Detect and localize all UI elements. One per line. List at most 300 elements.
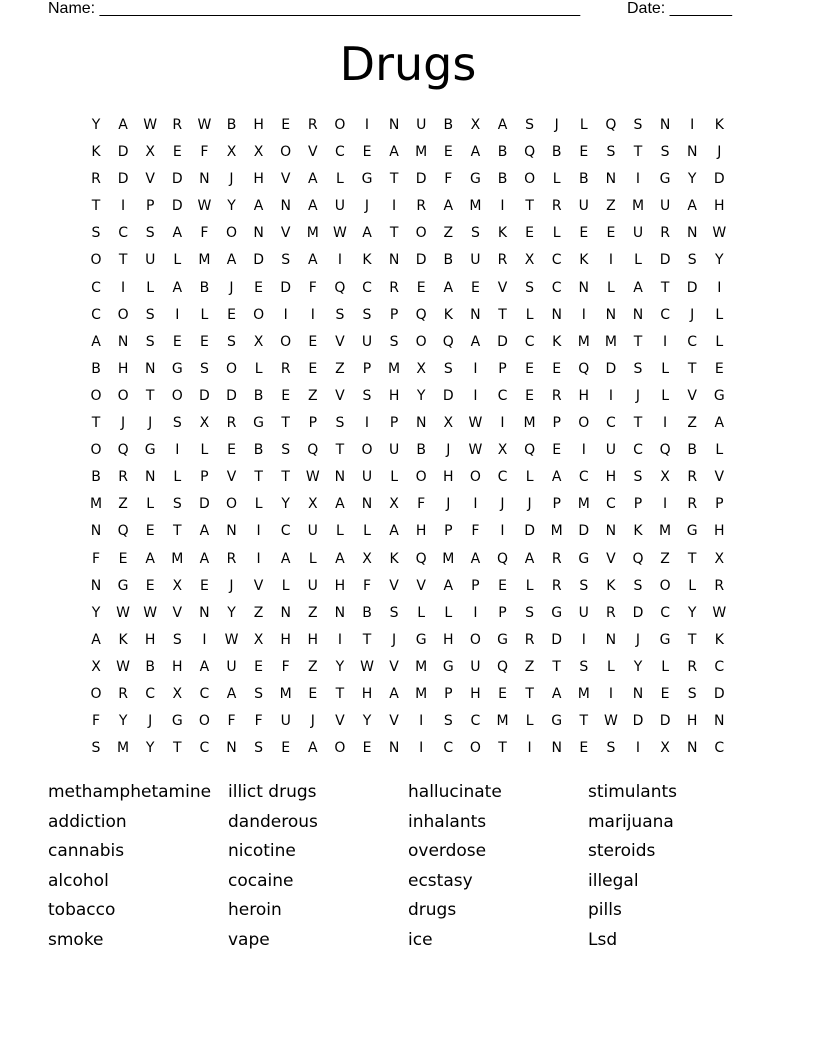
grid-letter: A xyxy=(280,550,291,567)
grid-letter: L xyxy=(173,469,182,486)
grid-letter: T xyxy=(552,658,561,675)
grid-letter: E xyxy=(579,740,589,757)
grid-letter: I xyxy=(256,523,261,540)
grid-letter: R xyxy=(280,360,291,377)
grid-letter: I xyxy=(608,252,613,269)
grid-letter: N xyxy=(632,306,644,323)
grid-letter: Q xyxy=(496,658,509,675)
grid-letter: X xyxy=(416,360,426,377)
word-bank-item: alcohol xyxy=(48,870,109,891)
grid-letter: L xyxy=(444,604,453,621)
grid-letter: V xyxy=(172,604,183,621)
grid-letter: N xyxy=(226,523,237,540)
grid-letter: S xyxy=(172,631,182,648)
grid-letter: N xyxy=(470,306,481,323)
grid-letter: P xyxy=(471,577,480,594)
grid-letter: O xyxy=(578,415,590,432)
grid-letter: D xyxy=(253,252,264,269)
grid-letter: E xyxy=(254,279,264,296)
grid-letter: E xyxy=(714,360,724,377)
grid-letter: H xyxy=(605,469,617,486)
grid-letter: L xyxy=(173,252,182,269)
grid-letter: P xyxy=(633,496,643,513)
grid-letter: H xyxy=(253,117,264,133)
grid-letter: N xyxy=(144,469,156,486)
grid-row xyxy=(85,114,737,141)
grid-letter: W xyxy=(143,117,158,133)
grid-letter: B xyxy=(91,469,101,486)
grid-letter: O xyxy=(90,685,102,702)
grid-letter: D xyxy=(442,387,454,404)
grid-letter: G xyxy=(469,171,481,188)
grid-letter: E xyxy=(199,577,209,594)
grid-letter: I xyxy=(527,740,532,757)
grid-letter: V xyxy=(389,713,399,730)
grid-letter: J xyxy=(717,144,722,161)
grid-letter: R xyxy=(118,685,128,702)
grid-letter: R xyxy=(226,550,237,567)
grid-letter: G xyxy=(713,387,725,404)
grid-letter: E xyxy=(416,279,426,296)
grid-letter: S xyxy=(199,360,209,377)
grid-letter: N xyxy=(199,604,210,621)
grid-letter: I xyxy=(635,171,641,188)
grid-letter: T xyxy=(389,225,399,242)
grid-letter: S xyxy=(633,469,643,486)
grid-row xyxy=(85,168,737,195)
grid-letter: L xyxy=(525,577,534,594)
grid-letter: I xyxy=(608,685,613,702)
grid-letter: C xyxy=(660,306,670,323)
grid-letter: Y xyxy=(416,387,426,404)
grid-letter: F xyxy=(281,658,290,675)
grid-letter: H xyxy=(253,171,264,188)
grid-letter: W xyxy=(116,604,131,621)
grid-letter: A xyxy=(687,198,697,215)
grid-letter: S xyxy=(687,252,697,269)
grid-letter: Q xyxy=(578,360,590,377)
grid-letter: S xyxy=(579,577,589,594)
grid-letter: I xyxy=(473,496,478,513)
grid-letter: O xyxy=(469,740,481,757)
grid-letter: D xyxy=(578,523,590,540)
grid-letter: L xyxy=(715,306,724,323)
grid-letter: H xyxy=(714,523,725,540)
grid-letter: W xyxy=(224,631,239,648)
grid-letter: R xyxy=(497,252,508,269)
grid-letter: F xyxy=(308,279,317,296)
grid-letter: C xyxy=(91,306,101,323)
grid-letter: H xyxy=(280,631,291,648)
grid-letter: O xyxy=(90,252,102,269)
grid-letter: M xyxy=(171,550,184,567)
grid-letter: A xyxy=(199,658,210,675)
grid-letter: Z xyxy=(308,658,318,675)
grid-letter: P xyxy=(444,523,453,540)
grid-letter: S xyxy=(633,360,643,377)
grid-letter: A xyxy=(226,685,237,702)
grid-letter: L xyxy=(606,658,615,675)
grid-letter: A xyxy=(145,550,155,567)
grid-letter: S xyxy=(91,225,101,242)
grid-letter: X xyxy=(524,252,535,269)
grid-letter: Q xyxy=(605,117,617,133)
grid-letter: C xyxy=(687,333,698,350)
grid-letter: H xyxy=(172,658,183,675)
grid-letter: N xyxy=(551,306,562,323)
grid-letter: T xyxy=(633,144,643,161)
grid-row xyxy=(85,575,737,602)
grid-letter: L xyxy=(715,333,724,350)
grid-letter: L xyxy=(661,658,669,675)
grid-letter: T xyxy=(91,198,101,215)
grid-letter: D xyxy=(632,604,644,621)
grid-letter: G xyxy=(253,415,265,432)
word-bank-item: nicotine xyxy=(228,841,296,862)
word-bank-item: ecstasy xyxy=(408,870,473,891)
grid-letter: R xyxy=(416,198,427,215)
grid-letter: L xyxy=(254,360,263,377)
word-bank-item: methamphetamine xyxy=(48,782,212,802)
grid-letter: R xyxy=(118,469,128,486)
grid-row xyxy=(85,683,737,710)
grid-letter: E xyxy=(227,306,236,323)
grid-letter: K xyxy=(714,631,724,648)
page-title: Drugs xyxy=(339,37,477,91)
grid-letter: K xyxy=(389,550,399,567)
grid-letter: Y xyxy=(362,713,372,730)
word-bank-item: marijuana xyxy=(588,811,674,832)
grid-letter: E xyxy=(118,550,128,567)
grid-letter: U xyxy=(416,117,427,133)
grid-letter: G xyxy=(659,171,671,188)
grid-letter: O xyxy=(198,713,210,730)
grid-letter: U xyxy=(226,658,237,675)
grid-letter: M xyxy=(415,685,428,702)
grid-letter: R xyxy=(389,279,399,296)
grid-letter: S xyxy=(525,604,535,621)
grid-letter: E xyxy=(199,333,209,350)
grid-letter: C xyxy=(524,333,535,350)
grid-letter: M xyxy=(279,685,292,702)
grid-letter: B xyxy=(578,171,589,188)
grid-letter: S xyxy=(254,740,264,757)
grid-letter: T xyxy=(173,523,182,540)
grid-letter: R xyxy=(551,577,562,594)
grid-letter: F xyxy=(91,550,101,567)
grid-letter: U xyxy=(280,713,291,730)
grid-letter: J xyxy=(527,496,532,513)
grid-letter: U xyxy=(659,198,671,215)
grid-letter: Q xyxy=(334,279,346,296)
grid-letter: E xyxy=(145,577,155,594)
grid-letter: S xyxy=(606,740,616,757)
grid-letter: J xyxy=(500,496,505,513)
grid-letter: A xyxy=(389,685,399,702)
grid-letter: H xyxy=(578,387,590,404)
grid-letter: T xyxy=(281,469,290,486)
grid-letter: N xyxy=(686,225,698,242)
grid-letter: B xyxy=(91,360,101,377)
grid-letter: G xyxy=(361,171,373,188)
grid-letter: X xyxy=(253,144,264,161)
grid-letter: J xyxy=(229,171,234,188)
grid-letter: N xyxy=(199,171,210,188)
grid-letter: Z xyxy=(606,198,616,215)
grid-letter: E xyxy=(281,740,291,757)
grid-letter: O xyxy=(415,225,427,242)
grid-row xyxy=(85,710,737,737)
grid-letter: K xyxy=(362,252,372,269)
grid-letter: F xyxy=(254,713,263,730)
grid-letter: W xyxy=(143,604,158,621)
grid-letter: E xyxy=(172,144,182,161)
grid-letter: S xyxy=(281,252,291,269)
grid-letter: Y xyxy=(91,117,101,133)
grid-letter: D xyxy=(551,631,563,648)
grid-letter: P xyxy=(715,496,724,513)
grid-letter: A xyxy=(308,198,318,215)
word-bank-item: pills xyxy=(588,900,622,921)
grid-letter: P xyxy=(444,685,453,702)
grid-letter: U xyxy=(578,198,589,215)
grid-letter: H xyxy=(415,523,427,540)
grid-letter: R xyxy=(606,604,616,621)
grid-letter: I xyxy=(337,252,342,269)
grid-letter: N xyxy=(686,740,698,757)
grid-letter: B xyxy=(443,252,454,269)
grid-letter: B xyxy=(416,442,426,459)
grid-letter: N xyxy=(551,740,562,757)
grid-letter: W xyxy=(712,225,727,242)
grid-letter: B xyxy=(443,117,454,133)
grid-letter: N xyxy=(388,117,400,133)
grid-letter: B xyxy=(145,658,155,675)
grid-letter: J xyxy=(148,713,153,730)
grid-letter: G xyxy=(117,577,129,594)
grid-letter: A xyxy=(443,577,454,594)
grid-letter: D xyxy=(659,713,671,730)
grid-letter: S xyxy=(525,117,535,133)
grid-letter: O xyxy=(334,117,346,133)
grid-letter: U xyxy=(470,252,481,269)
grid-letter: I xyxy=(337,631,342,648)
grid-letter: I xyxy=(392,198,397,215)
grid-letter: G xyxy=(442,658,454,675)
grid-letter: N xyxy=(605,631,617,648)
grid-letter: T xyxy=(389,171,399,188)
grid-letter: W xyxy=(197,117,212,133)
grid-letter: E xyxy=(362,144,372,161)
word-bank-item: overdose xyxy=(408,841,487,862)
grid-letter: F xyxy=(444,171,453,188)
grid-letter: J xyxy=(635,387,641,404)
grid-letter: J xyxy=(310,713,315,730)
grid-letter: I xyxy=(473,604,478,621)
grid-letter: C xyxy=(633,442,643,459)
word-bank-item: hallucinate xyxy=(408,782,502,802)
grid-letter: L xyxy=(525,306,534,323)
grid-letter: L xyxy=(525,713,534,730)
grid-letter: R xyxy=(687,658,698,675)
grid-letter: H xyxy=(443,631,454,648)
grid-letter: Z xyxy=(308,604,318,621)
grid-letter: Q xyxy=(117,442,129,459)
grid-row xyxy=(85,385,737,412)
grid-letter: W xyxy=(197,198,212,215)
grid-letter: A xyxy=(199,550,210,567)
grid-letter: G xyxy=(686,523,698,540)
grid-letter: C xyxy=(91,279,101,296)
grid-letter: S xyxy=(91,740,101,757)
grid-letter: N xyxy=(226,740,237,757)
grid-letter: K xyxy=(606,577,616,594)
word-bank-item: steroids xyxy=(588,841,656,862)
grid-letter: E xyxy=(308,360,318,377)
grid-letter: J xyxy=(635,631,641,648)
grid-letter: P xyxy=(498,604,507,621)
grid-letter: G xyxy=(497,631,508,648)
grid-letter: D xyxy=(117,171,129,188)
grid-letter: Z xyxy=(687,415,697,432)
grid-letter: N xyxy=(578,279,590,296)
grid-letter: K xyxy=(552,333,562,350)
grid-letter: W xyxy=(332,225,347,242)
grid-letter: D xyxy=(199,496,210,513)
grid-letter: C xyxy=(362,279,372,296)
grid-letter: Y xyxy=(145,740,155,757)
grid-letter: L xyxy=(606,279,615,296)
grid-letter: V xyxy=(280,225,291,242)
grid-letter: I xyxy=(473,360,478,377)
grid-letter: C xyxy=(199,685,210,702)
grid-letter: B xyxy=(253,442,264,459)
grid-letter: Z xyxy=(524,658,535,675)
grid-letter: J xyxy=(364,198,370,215)
grid-letter: X xyxy=(172,577,183,594)
grid-letter: W xyxy=(712,604,727,621)
grid-letter: S xyxy=(362,306,372,323)
grid-letter: O xyxy=(171,387,183,404)
grid-letter: W xyxy=(603,713,618,730)
grid-letter: Z xyxy=(660,550,670,567)
grid-letter: O xyxy=(225,225,238,242)
word-bank-item: cocaine xyxy=(228,870,294,891)
grid-letter: A xyxy=(443,279,454,296)
grid-letter: F xyxy=(471,523,480,540)
grid-letter: X xyxy=(714,550,725,567)
grid-letter: E xyxy=(660,685,670,702)
grid-letter: N xyxy=(280,604,291,621)
grid-letter: N xyxy=(605,171,617,188)
grid-letter: U xyxy=(605,442,617,459)
grid-letter: W xyxy=(305,469,320,486)
grid-letter: S xyxy=(335,415,345,432)
grid-letter: J xyxy=(554,117,559,133)
grid-letter: X xyxy=(91,658,101,675)
grid-letter: S xyxy=(362,387,372,404)
grid-letter: I xyxy=(283,306,288,323)
grid-letter: B xyxy=(199,279,210,296)
grid-letter: Q xyxy=(659,442,671,459)
grid-letter: T xyxy=(281,415,290,432)
grid-letter: I xyxy=(364,415,370,432)
grid-letter: N xyxy=(605,306,617,323)
grid-letter: O xyxy=(659,577,671,594)
grid-letter: O xyxy=(334,740,346,757)
grid-letter: T xyxy=(579,713,589,730)
grid-letter: L xyxy=(281,577,290,594)
grid-letter: Q xyxy=(415,550,427,567)
grid-letter: Q xyxy=(496,550,509,567)
grid-letter: C xyxy=(660,604,670,621)
grid-letter: O xyxy=(280,144,292,161)
grid-letter: Q xyxy=(442,333,454,350)
grid-letter: H xyxy=(470,685,481,702)
word-bank-item: inhalants xyxy=(408,811,487,832)
grid-letter: X xyxy=(172,685,183,702)
grid-letter: T xyxy=(118,252,128,269)
grid-letter: E xyxy=(552,360,562,377)
grid-row xyxy=(85,629,737,656)
grid-letter: E xyxy=(470,279,480,296)
grid-letter: E xyxy=(606,225,616,242)
grid-letter: I xyxy=(663,415,668,432)
grid-letter: S xyxy=(579,658,589,675)
grid-letter: C xyxy=(280,523,291,540)
grid-letter: Z xyxy=(118,496,128,513)
grid-letter: P xyxy=(308,415,318,432)
grid-letter: L xyxy=(688,577,697,594)
grid-letter: V xyxy=(226,469,237,486)
grid-letter: L xyxy=(552,171,561,188)
grid-letter: S xyxy=(172,496,182,513)
grid-row xyxy=(85,412,737,439)
grid-letter: Y xyxy=(118,713,128,730)
word-bank-item: cannabis xyxy=(48,841,125,862)
grid-letter: T xyxy=(525,198,534,215)
grid-letter: O xyxy=(225,360,238,377)
grid-letter: A xyxy=(470,144,481,161)
grid-letter: U xyxy=(334,198,346,215)
grid-letter: G xyxy=(144,442,156,459)
date-field-line: Date: _______ xyxy=(627,0,732,17)
grid-letter: B xyxy=(497,171,508,188)
grid-letter: V xyxy=(416,577,426,594)
grid-letter: R xyxy=(660,225,670,242)
grid-letter: I xyxy=(581,442,586,459)
grid-letter: I xyxy=(581,306,586,323)
grid-row xyxy=(85,304,737,331)
grid-letter: G xyxy=(171,713,183,730)
grid-row xyxy=(85,520,737,547)
grid-letter: I xyxy=(121,198,126,215)
grid-letter: M xyxy=(577,496,590,513)
grid-letter: I xyxy=(663,496,668,513)
grid-letter: N xyxy=(253,225,264,242)
grid-letter: S xyxy=(335,306,345,323)
word-bank xyxy=(48,779,768,959)
grid-letter: G xyxy=(551,713,563,730)
grid-letter: S xyxy=(389,333,399,350)
grid-letter: E xyxy=(281,387,291,404)
grid-letter: H xyxy=(117,360,129,377)
grid-letter: W xyxy=(360,658,374,675)
grid-letter: B xyxy=(253,387,264,404)
grid-letter: N xyxy=(334,604,346,621)
grid-letter: A xyxy=(118,117,128,133)
grid-letter: N xyxy=(686,144,698,161)
